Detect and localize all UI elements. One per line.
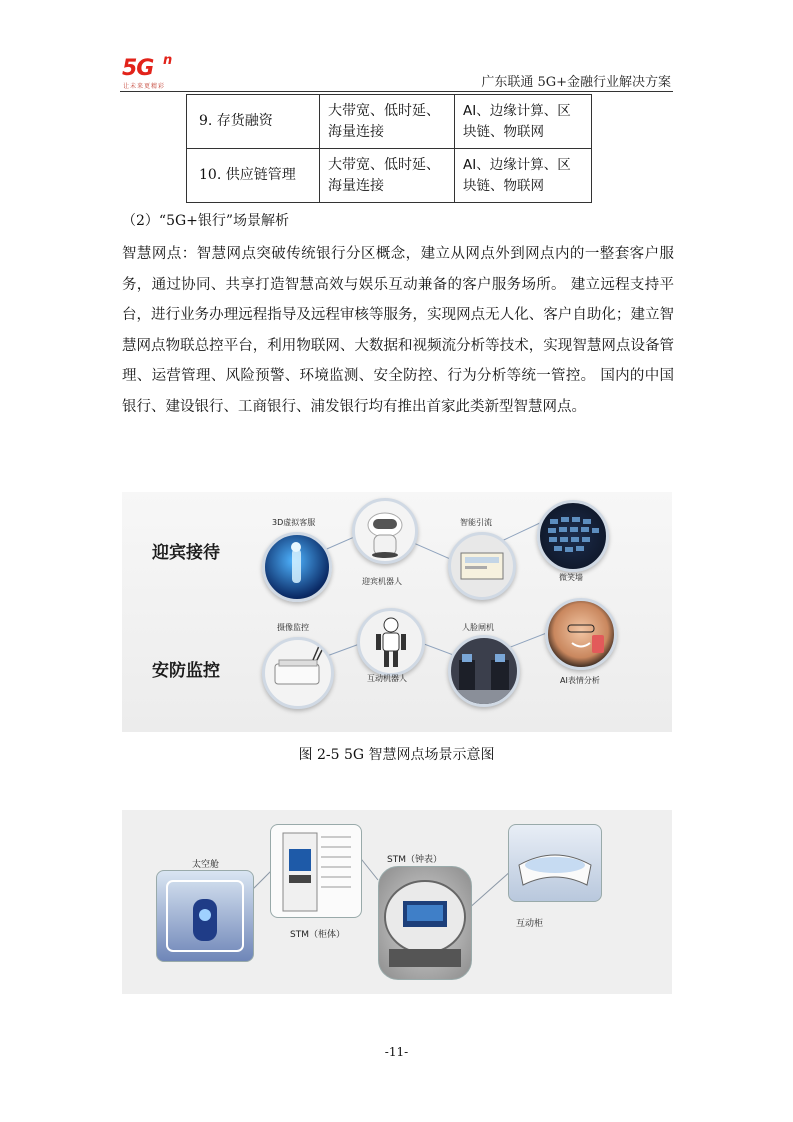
- caption-stm-cabinet: STM（柜体）: [290, 930, 345, 940]
- caption-camera: 摄像监控: [277, 623, 309, 632]
- row-label-security: 安防监控: [152, 661, 220, 681]
- header-divider: [120, 91, 673, 92]
- figure-caption: 图 2-5 5G 智慧网点场景示意图: [298, 747, 495, 763]
- table-cell-tech: AI、边缘计算、区块链、物联网: [455, 149, 592, 203]
- logo-superscript: n: [163, 53, 173, 68]
- scenario-table: [186, 94, 592, 203]
- caption-stm-desk: STM（钟表）: [387, 855, 442, 865]
- camera-image: [262, 637, 334, 709]
- table-cell-tech: AI、边缘计算、区块链、物联网: [455, 95, 592, 149]
- welcome-robot-image: [352, 498, 418, 564]
- caption-interactive-robot: 互动机器人: [367, 674, 407, 683]
- table-cell-network: 大带宽、低时延、海量连接: [320, 149, 455, 203]
- smart-branch-figure: [122, 492, 672, 732]
- page-number: -11-: [384, 1045, 409, 1059]
- smart-guide-image: [448, 532, 516, 600]
- smart-devices-figure: [122, 810, 672, 994]
- caption-smart-guide: 智能引流: [460, 518, 492, 527]
- stm-desk-image: [378, 866, 472, 980]
- logo-slogan: 让未来更精彩: [123, 83, 166, 90]
- face-gate-image: [448, 635, 520, 707]
- body-paragraph: 智慧网点：智慧网点突破传统银行分区概念，建立从网点外到网点内的一整套客户服务，通过协同、共享打造智慧高效与娱乐互动兼备的客户服务场所。 建立远程支持平台，进行业务办理远程指导及远程审核等服务，实现网点无人化、客户自助化；建立智慧网点物联总控平台，利用物联网、大数据和视频流分析等技术，实现智慧网点设备管理、运营管理、风险预警、环境监测、安全防控、行为分析等统一管控。 国内的中国银行、建设银行、工商银行、浦发银行均有推出首家此类新型智慧网点。: [122, 246, 674, 415]
- header-title: 广东联通 5G+金融行业解决方案: [481, 75, 671, 90]
- table-cell-scenario: 10. 供应链管理: [187, 149, 320, 203]
- logo-main-text: 5G: [122, 56, 154, 81]
- stm-cabinet-image: [270, 824, 362, 918]
- caption-interactive-counter: 互动柜: [516, 919, 544, 929]
- row-label-reception: 迎宾接待: [152, 543, 220, 563]
- space-capsule-image: [156, 870, 254, 962]
- caption-hologram: 3D虚拟客服: [272, 518, 316, 527]
- caption-smile-wall: 微笑墙: [559, 573, 583, 582]
- table-row: [187, 149, 592, 203]
- table-cell-scenario: 9. 存货融资: [187, 95, 320, 149]
- interactive-robot-image: [357, 608, 425, 676]
- caption-face-gate: 人脸闸机: [462, 623, 494, 632]
- caption-welcome-robot: 迎宾机器人: [362, 577, 402, 586]
- table-cell-network: 大带宽、低时延、海量连接: [320, 95, 455, 149]
- section-subheading: （2）“5G+银行”场景解析: [122, 213, 290, 229]
- hologram-image: [262, 532, 332, 602]
- smile-wall-image: [537, 500, 609, 572]
- caption-space-capsule: 太空舱: [192, 860, 220, 870]
- table-row: [187, 95, 592, 149]
- interactive-counter-image: [508, 824, 602, 902]
- ai-emotion-image: [545, 598, 617, 670]
- logo: [122, 53, 182, 90]
- caption-ai-emotion: AI表情分析: [560, 676, 600, 685]
